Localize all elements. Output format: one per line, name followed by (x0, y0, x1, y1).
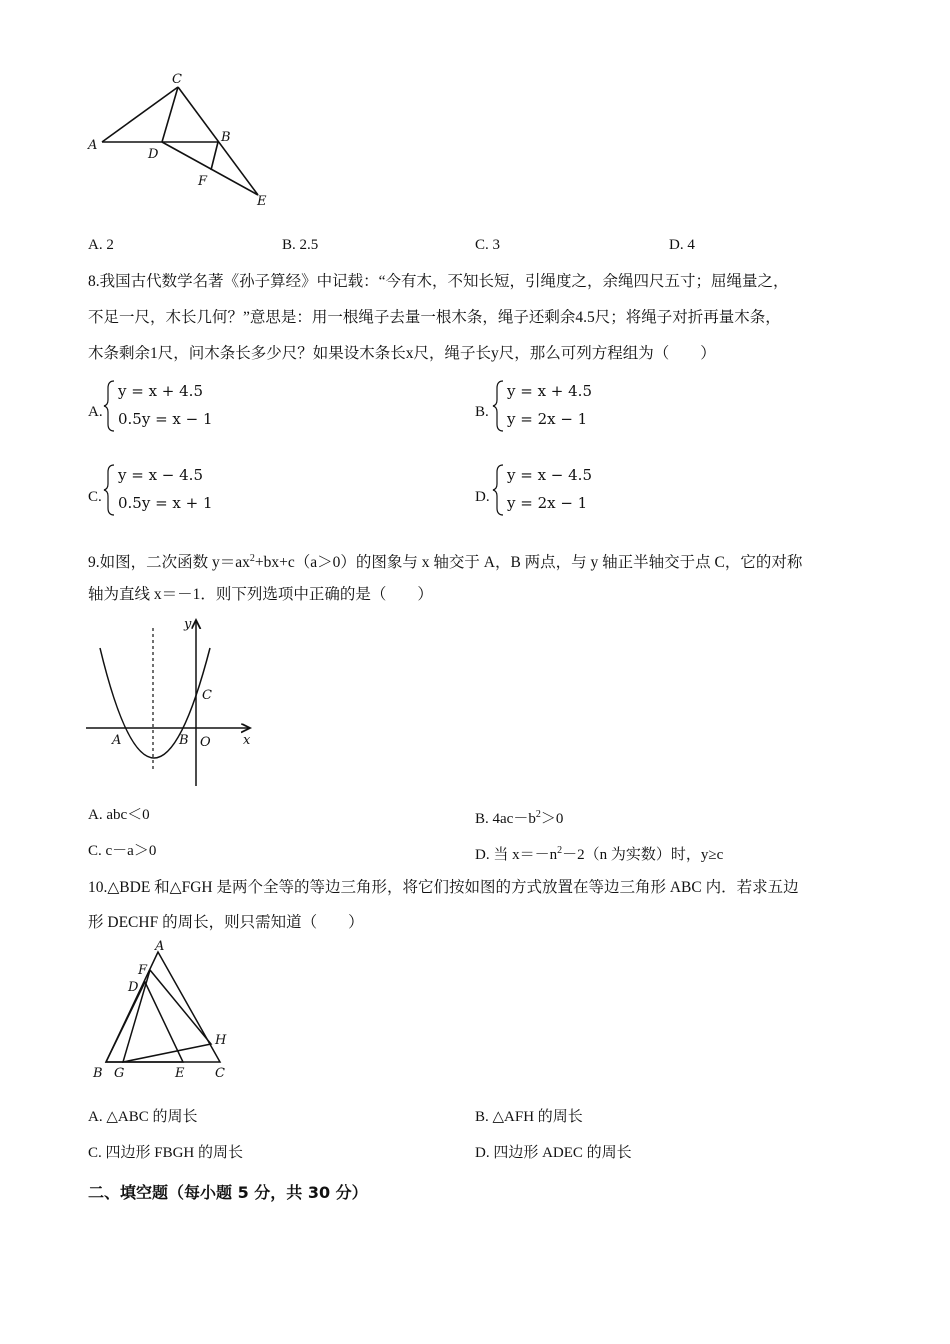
q10-label-c: C (215, 1066, 225, 1081)
q7-option-d: D. 4 (669, 237, 695, 253)
q8-d-eq2: y = 2x − 1 (507, 494, 588, 512)
q9-label-x: x (243, 733, 251, 748)
figure-q9 (80, 610, 270, 790)
figure-q10 (85, 940, 245, 1085)
label-A: A (88, 138, 98, 153)
q10-line-1: 10.△BDE 和△FGH 是两个全等的等边三角形，将它们按如图的方式放置在等边三角形 ABC 内．若求五边 (88, 879, 799, 896)
q8-a-eq2: 0.5y = x − 1 (118, 410, 213, 428)
q10-option-a: A. △ABC 的周长 (88, 1109, 198, 1125)
q10-option-d: D. 四边形 ADEC 的周长 (475, 1145, 632, 1161)
q10-label-d: D (128, 980, 139, 995)
label-F: F (198, 174, 208, 189)
q9-label-y: y (184, 617, 192, 632)
q8-option-c-tag: C. (88, 489, 102, 505)
q8-c-eq1: y = x − 4.5 (118, 466, 203, 484)
q9-line-2: 轴为直线 x＝－1．则下列选项中正确的是（ ） (88, 586, 433, 603)
q8-a-eq1: y = x + 4.5 (118, 382, 203, 400)
q10-label-g: G (114, 1066, 125, 1081)
q8-option-b-tag: B. (475, 404, 489, 420)
q9-option-d: D. 当 $x=-n^2-2(n$ 为实数）时，y≥c (475, 845, 724, 863)
q10-label-a: A (155, 939, 165, 954)
q7-option-c: C. 3 (475, 237, 501, 253)
q7-option-b: B. 2.5 (282, 237, 319, 253)
label-D: D (148, 147, 159, 162)
q9-label-a: A (112, 733, 122, 748)
q8-d-eq1: y = x − 4.5 (507, 466, 592, 484)
q9-option-a: A. abc＜0 (88, 807, 150, 823)
q9-label-c: C (202, 688, 212, 703)
q8-line-2: 不足一尺，木长几何？”意思是：用一根绳子去量一根木条，绳子还剩余4.5尺；将绳子对折再量木条， (88, 309, 781, 326)
q9-label-b: B (179, 733, 189, 748)
q9-line-1: 9.如图，二次函数 $y=ax^2+bx+c(a>0)$的图象与 x 轴交于 A，B 两点，与 y 轴正半轴交于点 C，它的对称 (88, 553, 803, 572)
q8-b-eq2: y = 2x − 1 (507, 410, 588, 428)
q9-option-c: C. c－a＞0 (88, 843, 157, 859)
q8-line-1: 8.我国古代数学名著《孙子算经》中记载：“今有木，不知长短，引绳度之，余绳四尺五寸；屈绳量之， (88, 273, 789, 290)
section-heading-fill-in: 二、填空题（每小题 5 分，共 30 分） (88, 1183, 368, 1202)
q10-label-f: F (138, 963, 148, 978)
q8-c-eq2: 0.5y = x + 1 (118, 494, 213, 512)
q10-line-2: 形 DECHF 的周长，则只需知道（ ） (88, 914, 364, 931)
label-B: B (221, 130, 231, 145)
label-E: E (257, 194, 267, 209)
q10-label-h: H (215, 1033, 227, 1048)
q7-option-a: A. 2 (88, 237, 114, 253)
q10-label-e: E (175, 1066, 185, 1081)
q9-label-o: O (200, 735, 211, 750)
q8-option-d-tag: D. (475, 489, 490, 505)
q8-b-eq1: y = x + 4.5 (507, 382, 592, 400)
q8-option-a-tag: A. (88, 404, 103, 420)
label-C: C (172, 72, 182, 87)
figure-q7 (80, 65, 280, 215)
q8-option-a-system (104, 378, 234, 434)
q10-option-c: C. 四边形 FBGH 的周长 (88, 1145, 244, 1161)
q10-option-b: B. △AFH 的周长 (475, 1109, 583, 1125)
q9-option-b: B. $4ac-b^2>0$ (475, 809, 564, 827)
q8-option-c-system (104, 462, 234, 518)
q10-label-b: B (93, 1066, 103, 1081)
q8-line-3: 木条剩余1尺，问木条长多少尺？如果设木条长x尺，绳子长y尺，那么可列方程组为（ ） (88, 345, 716, 362)
q8-option-d-system (493, 462, 623, 518)
q8-option-b-system (493, 378, 623, 434)
